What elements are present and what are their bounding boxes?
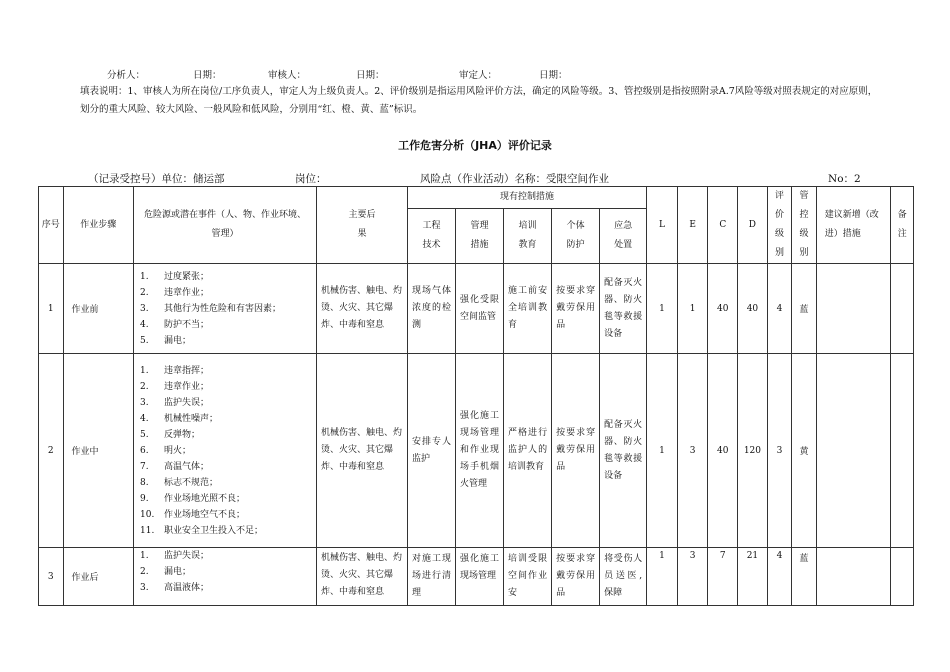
row-engineering: 现场气体浓度的检测 bbox=[407, 264, 455, 354]
row-consequence: 机械伤害、触电、灼烫、火灾、其它爆炸、中毒和窒息 bbox=[317, 548, 408, 606]
table-row bbox=[39, 264, 914, 354]
header-control-level: 管控级别 bbox=[792, 187, 817, 264]
hazard-number: 3. bbox=[140, 303, 149, 314]
row-step: 作业中 bbox=[63, 354, 134, 548]
row-remark bbox=[891, 548, 914, 606]
header-hazard: 危险源或潜在事件（人、物、作业环境、管理） bbox=[134, 187, 317, 264]
row-training: 施工前安全培训教育 bbox=[504, 264, 552, 354]
row-E: 3 bbox=[677, 548, 708, 606]
hazard-item bbox=[136, 443, 316, 459]
row-management: 强化受限空间监管 bbox=[456, 264, 504, 354]
hazard-text: 机械性噪声； bbox=[164, 413, 219, 424]
row-step: 作业后 bbox=[63, 548, 134, 606]
date-label: 日期： bbox=[539, 70, 568, 81]
hazard-text: 漏电； bbox=[164, 567, 192, 577]
page-title: 工作危害分析（JHA）评价记录 bbox=[398, 139, 552, 152]
hazard-item bbox=[136, 285, 316, 301]
hazard-text: 标志不规范； bbox=[164, 477, 219, 488]
row-L: 1 bbox=[647, 354, 678, 548]
date-label: 日期： bbox=[356, 70, 385, 81]
row-ppe: 按要求穿戴劳保用品 bbox=[552, 354, 600, 548]
hazard-number: 11. bbox=[140, 525, 155, 536]
row-hazards bbox=[134, 264, 317, 354]
hazard-text: 明火； bbox=[164, 445, 192, 456]
hazard-item bbox=[136, 395, 316, 411]
row-eval-level: 4 bbox=[767, 264, 792, 354]
row-C: 40 bbox=[708, 354, 738, 548]
row-emergency: 配备灭火器、防火毯等救援设备 bbox=[600, 354, 647, 548]
header-remark: 备注 bbox=[891, 187, 914, 264]
hazard-number: 1. bbox=[140, 365, 149, 376]
row-suggest bbox=[816, 264, 891, 354]
header-L: L bbox=[647, 187, 678, 264]
header-management: 管理措施 bbox=[456, 208, 504, 263]
approver-label: 审定人： bbox=[459, 70, 498, 81]
hazard-item bbox=[136, 580, 316, 596]
jha-table bbox=[38, 186, 914, 606]
row-D: 21 bbox=[738, 548, 768, 606]
header-E: E bbox=[677, 187, 708, 264]
header-consequence: 主要后果 bbox=[317, 187, 408, 264]
hazard-text: 漏电； bbox=[164, 335, 192, 346]
analyst-label: 分析人： bbox=[107, 70, 146, 81]
hazard-text: 作业场地空气不良； bbox=[164, 509, 246, 520]
hazard-number: 4. bbox=[140, 413, 149, 424]
hazard-text: 职业安全卫生投入不足； bbox=[164, 525, 264, 536]
row-step: 作业前 bbox=[63, 264, 134, 354]
row-eval-level: 3 bbox=[767, 354, 792, 548]
row-training: 严格进行监护人的培训教育 bbox=[504, 354, 552, 548]
hazard-number: 2. bbox=[140, 287, 149, 298]
row-engineering: 安排专人监护 bbox=[407, 354, 455, 548]
row-seq: 2 bbox=[39, 354, 64, 548]
hazard-number: 2. bbox=[140, 567, 149, 577]
record-unit: （记录受控号）单位：储运部 bbox=[88, 173, 225, 185]
hazard-item bbox=[136, 333, 316, 349]
row-seq: 3 bbox=[39, 548, 64, 606]
hazard-number: 5. bbox=[140, 429, 149, 440]
hazard-number: 6. bbox=[140, 445, 149, 456]
hazard-item bbox=[136, 363, 316, 379]
hazard-text: 监护失误； bbox=[164, 397, 210, 408]
row-ppe: 按要求穿戴劳保用品 bbox=[552, 548, 600, 606]
header-ppe: 个体防护 bbox=[552, 208, 600, 263]
row-consequence: 机械伤害、触电、灼烫、火灾、其它爆炸、中毒和窒息 bbox=[317, 354, 408, 548]
hazard-number: 3. bbox=[140, 397, 149, 408]
signature-line bbox=[107, 67, 568, 81]
hazard-item bbox=[136, 523, 316, 539]
hazard-item bbox=[136, 411, 316, 427]
hazard-text: 违章指挥； bbox=[164, 365, 210, 376]
header-eval-level: 评价级别 bbox=[767, 187, 792, 264]
row-emergency: 配备灭火器、防火毯等救援设备 bbox=[600, 264, 647, 354]
hazard-item bbox=[136, 459, 316, 475]
record-number: No：2 bbox=[828, 173, 861, 185]
hazard-number: 1. bbox=[140, 551, 149, 561]
hazard-number: 2. bbox=[140, 381, 149, 392]
hazard-item bbox=[136, 379, 316, 395]
row-E: 1 bbox=[677, 264, 708, 354]
row-E: 3 bbox=[677, 354, 708, 548]
hazard-text: 违章作业； bbox=[164, 381, 210, 392]
header-suggest: 建议新增（改进）措施 bbox=[816, 187, 891, 264]
header-step: 作业步骤 bbox=[63, 187, 134, 264]
hazard-text: 作业场地光照不良； bbox=[164, 493, 246, 504]
row-suggest bbox=[816, 548, 891, 606]
hazard-number: 4. bbox=[140, 319, 149, 330]
row-L: 1 bbox=[647, 264, 678, 354]
header-seq: 序号 bbox=[39, 187, 64, 264]
row-training: 培训受限空间作业安 bbox=[504, 548, 552, 606]
header-controls-group: 现有控制措施 bbox=[407, 187, 646, 209]
hazard-text: 违章作业； bbox=[164, 287, 210, 298]
header-training: 培训教育 bbox=[504, 208, 552, 263]
row-ppe: 按要求穿戴劳保用品 bbox=[552, 264, 600, 354]
row-hazards bbox=[134, 548, 317, 606]
row-management: 强化施工现场管理和作业现场手机烟火管理 bbox=[456, 354, 504, 548]
table-row bbox=[39, 354, 914, 548]
row-C: 40 bbox=[708, 264, 738, 354]
hazard-item bbox=[136, 317, 316, 333]
row-L: 1 bbox=[647, 548, 678, 606]
record-risk-point: 风险点（作业活动）名称：受限空间作业 bbox=[420, 173, 609, 185]
hazard-item bbox=[136, 269, 316, 285]
table-row bbox=[39, 548, 914, 606]
hazard-number: 3. bbox=[140, 583, 149, 593]
header-C: C bbox=[708, 187, 738, 264]
date-label: 日期： bbox=[193, 70, 222, 81]
hazard-item bbox=[136, 548, 316, 564]
hazard-item bbox=[136, 491, 316, 507]
hazard-text: 高温气体； bbox=[164, 461, 210, 472]
hazard-number: 7. bbox=[140, 461, 149, 472]
row-engineering: 对施工现场进行清理 bbox=[407, 548, 455, 606]
row-management: 强化施工现场管理 bbox=[456, 548, 504, 606]
row-control-level: 蓝 bbox=[792, 264, 817, 354]
jha-table-body bbox=[39, 264, 914, 606]
hazard-text: 其他行为性危险和有害因素； bbox=[164, 303, 282, 314]
hazard-item bbox=[136, 427, 316, 443]
reviewer-label: 审核人： bbox=[268, 70, 307, 81]
hazard-text: 高温液体； bbox=[164, 583, 210, 593]
hazard-item bbox=[136, 564, 316, 580]
hazard-number: 5. bbox=[140, 335, 149, 346]
row-hazards bbox=[134, 354, 317, 548]
header-engineering: 工程技术 bbox=[407, 208, 455, 263]
row-emergency: 将受伤人员送医,保障 bbox=[600, 548, 647, 606]
hazard-text: 过度紧张； bbox=[164, 271, 210, 282]
header-D: D bbox=[738, 187, 768, 264]
hazard-text: 反弹物； bbox=[164, 429, 201, 440]
fill-instructions: 填表说明：1、审核人为所在岗位/工序负责人，审定人为上级负责人。2、评价级别是指运用风险评价方法，确定的风险等级。3、管控级别是指按照附录A.7风险等级对照表规定的对应原则，划分的重大风险、较大风险、一般风险和低风险，分别用“红、橙、黄、蓝”标识。 bbox=[80, 86, 878, 115]
row-suggest bbox=[816, 354, 891, 548]
row-D: 40 bbox=[738, 264, 768, 354]
hazard-text: 防护不当； bbox=[164, 319, 210, 330]
hazard-item bbox=[136, 507, 316, 523]
row-consequence: 机械伤害、触电、灼烫、火灾、其它爆炸、中毒和窒息 bbox=[317, 264, 408, 354]
hazard-number: 1. bbox=[140, 271, 149, 282]
hazard-number: 10. bbox=[140, 509, 155, 520]
row-eval-level: 4 bbox=[767, 548, 792, 606]
row-C: 7 bbox=[708, 548, 738, 606]
hazard-number: 9. bbox=[140, 493, 149, 504]
row-control-level: 蓝 bbox=[792, 548, 817, 606]
row-D: 120 bbox=[738, 354, 768, 548]
row-control-level: 黄 bbox=[792, 354, 817, 548]
hazard-number: 8. bbox=[140, 477, 149, 488]
header-emergency: 应急处置 bbox=[600, 208, 647, 263]
row-seq: 1 bbox=[39, 264, 64, 354]
row-remark bbox=[891, 354, 914, 548]
row-remark bbox=[891, 264, 914, 354]
hazard-text: 监护失误； bbox=[164, 551, 210, 561]
hazard-item bbox=[136, 475, 316, 491]
hazard-item bbox=[136, 301, 316, 317]
record-post: 岗位： bbox=[295, 173, 327, 185]
